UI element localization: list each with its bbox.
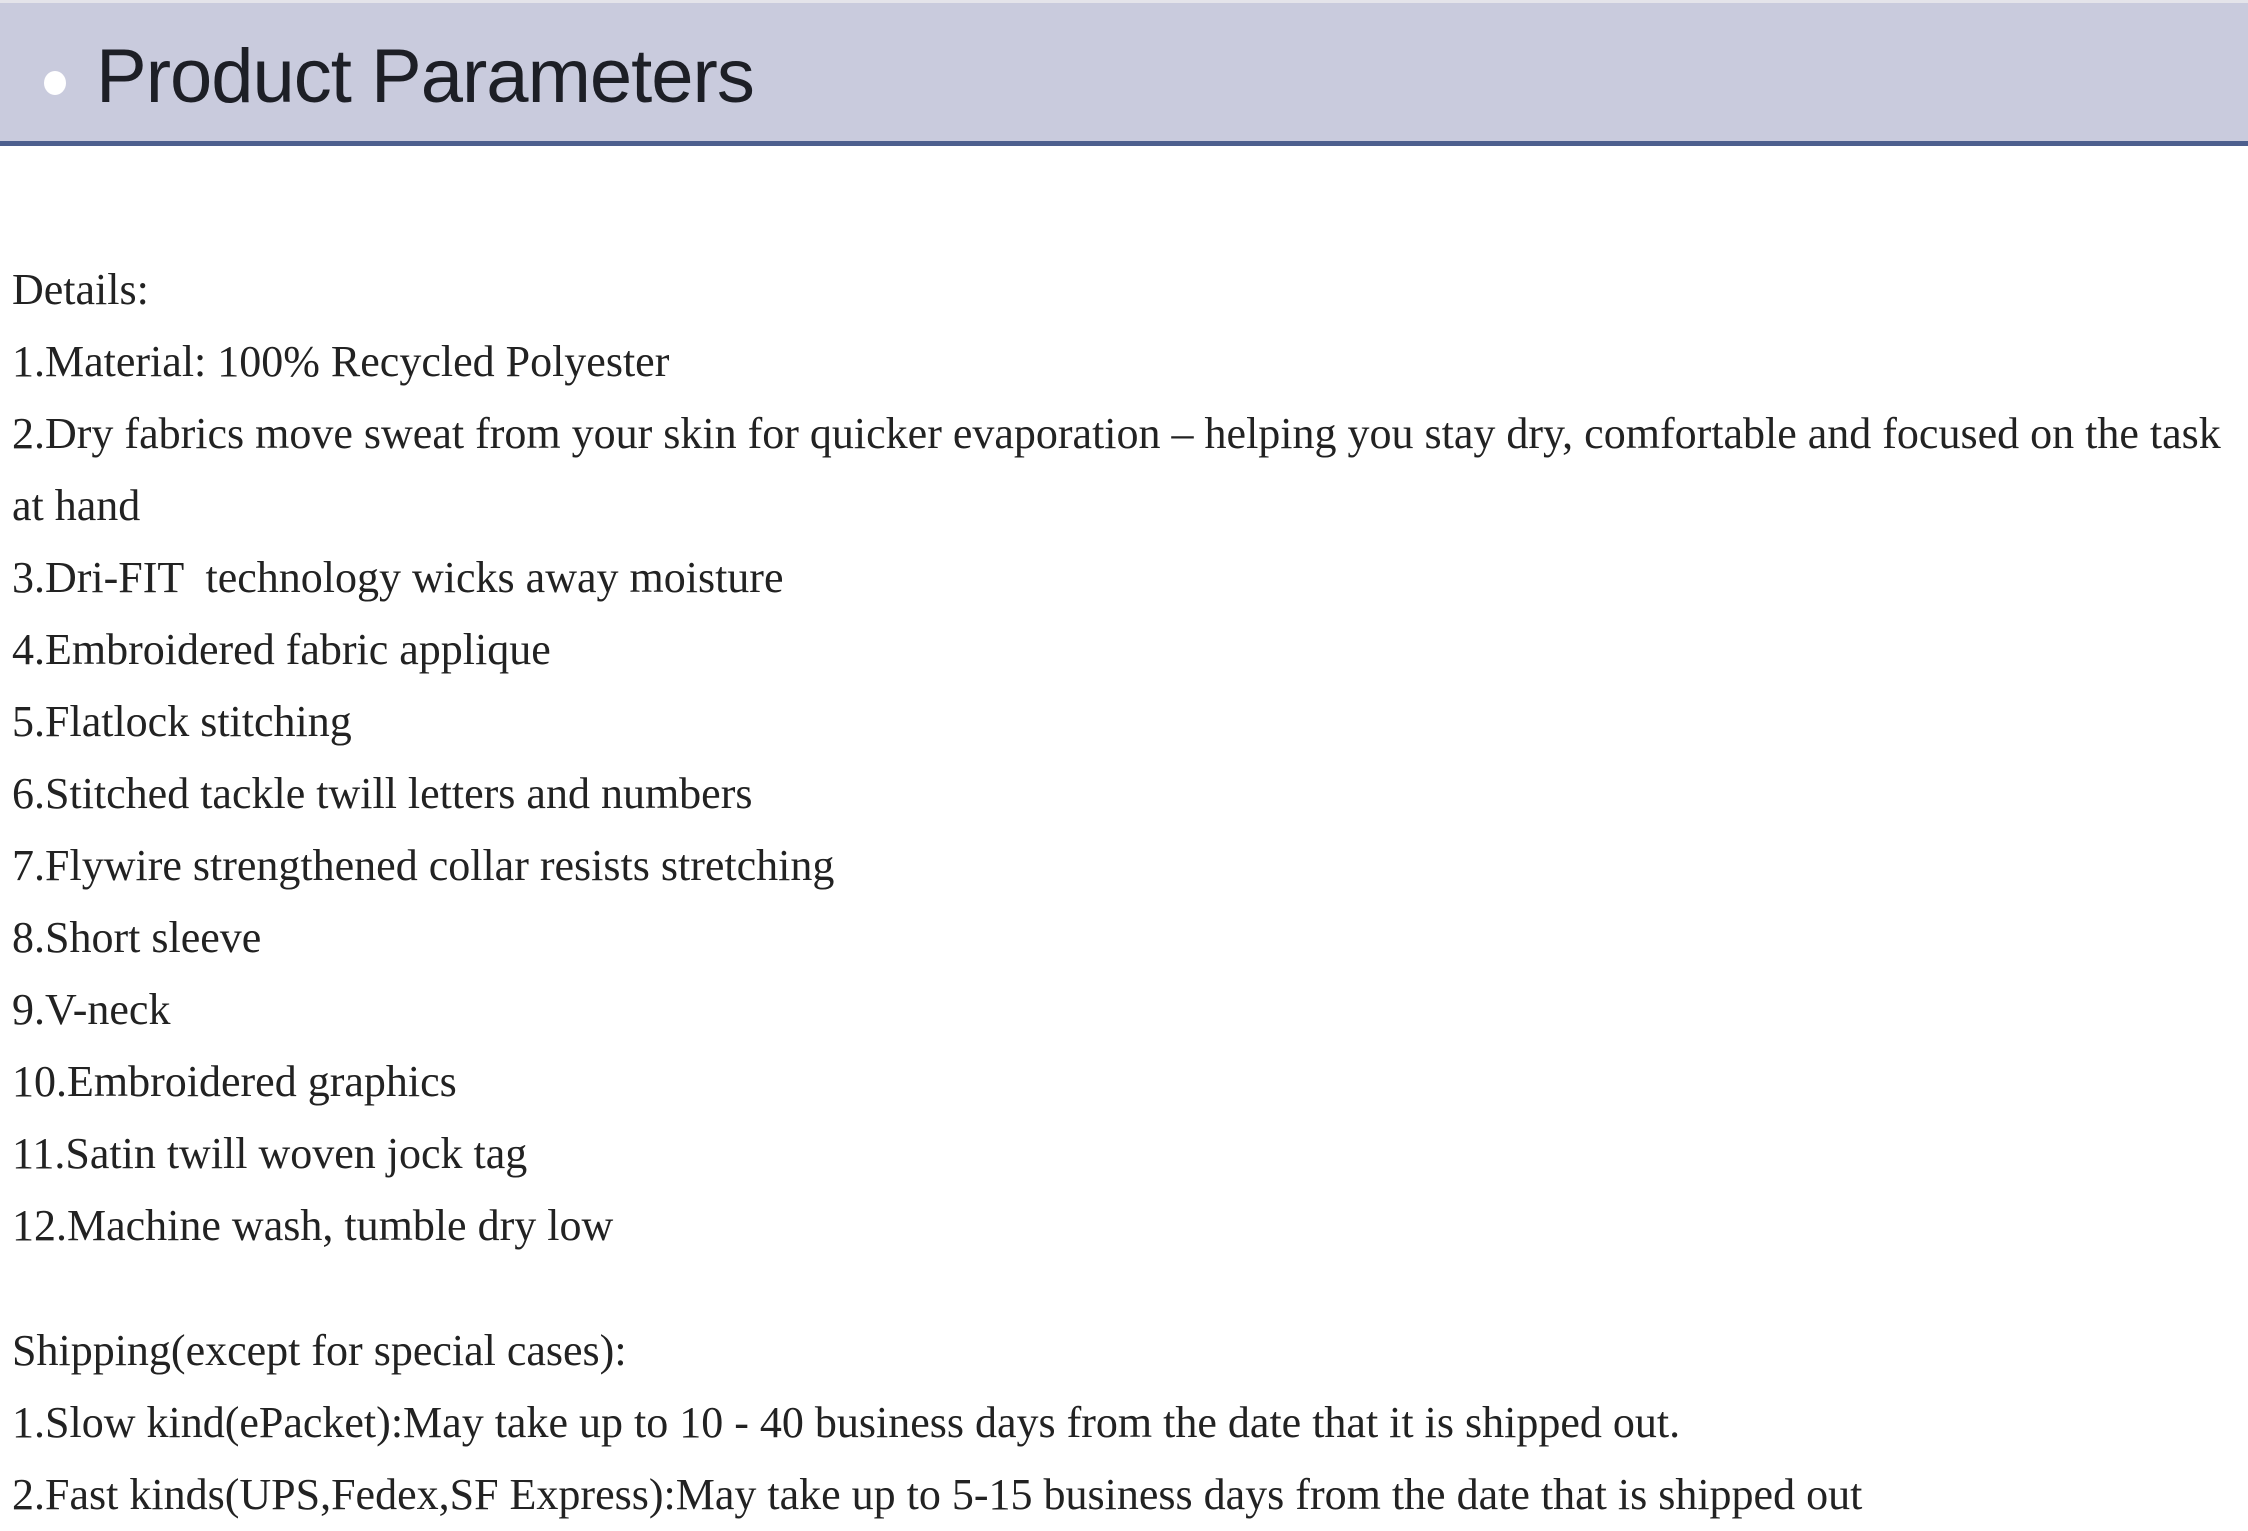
shipping-item: 2.Fast kinds(UPS,Fedex,SF Express):May take up to 5-15 business days from the date that is shipped out xyxy=(12,1470,1863,1519)
detail-item: 8.Short sleeve xyxy=(12,913,262,962)
detail-item: 3.Dri-FIT technology wicks away moisture xyxy=(12,553,784,602)
detail-item: 1.Material: 100% Recycled Polyester xyxy=(12,337,670,386)
detail-item: 6.Stitched tackle twill letters and numbers xyxy=(12,769,753,818)
circle-bullet-icon xyxy=(44,71,66,95)
detail-item: 11.Satin twill woven jock tag xyxy=(12,1129,528,1178)
spacer xyxy=(12,1262,2232,1315)
product-description xyxy=(12,254,2232,1531)
section-title: Product Parameters xyxy=(96,34,754,119)
detail-item: 9.V-neck xyxy=(12,985,171,1034)
details-heading: Details: xyxy=(12,265,149,314)
section-header xyxy=(0,0,2248,146)
shipping-heading: Shipping(except for special cases): xyxy=(12,1326,627,1375)
shipping-item: 1.Slow kind(ePacket):May take up to 10 - 40 business days from the date that it is shipped out. xyxy=(12,1398,1681,1447)
detail-item: 10.Embroidered graphics xyxy=(12,1057,457,1106)
detail-item: 4.Embroidered fabric applique xyxy=(12,625,551,674)
detail-item: 5.Flatlock stitching xyxy=(12,697,352,746)
detail-item: 7.Flywire strengthened collar resists stretching xyxy=(12,841,835,890)
detail-item: 12.Machine wash, tumble dry low xyxy=(12,1201,614,1250)
detail-item: 2.Dry fabrics move sweat from your skin for quicker evaporation – helping you stay dry, comfortable and focused on the task at hand xyxy=(12,409,2221,530)
